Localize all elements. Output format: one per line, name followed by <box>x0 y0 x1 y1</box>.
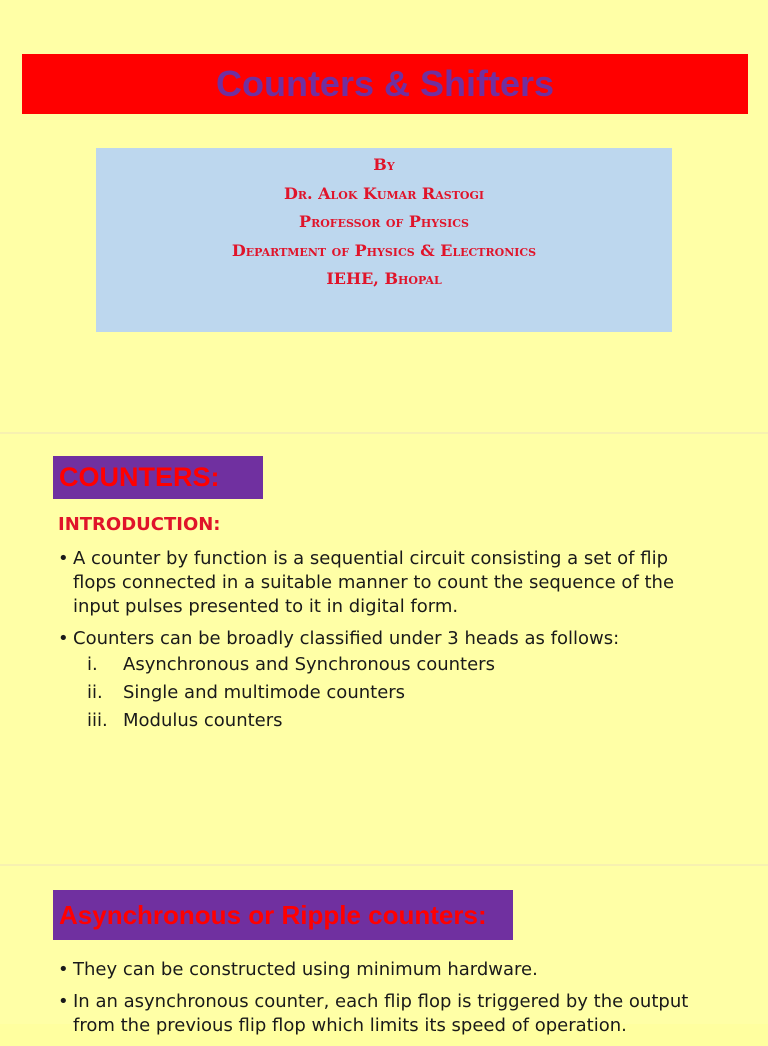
author-position: Professor of Physics <box>299 212 469 231</box>
section-heading <box>53 456 263 499</box>
slide-title: Counters & Shifters <box>215 63 555 104</box>
list-item: • In an asynchronous counter, each flip flop is triggered by the output from the previous flip flop which limits its speed of operation. <box>58 991 689 1036</box>
list-item: • Counters can be broadly classified under 3 heads as follows: i. Asynchronous and Synchronous counters ii. Single and multimode counters iii. Modulus counters <box>58 627 708 733</box>
section-heading <box>53 890 513 940</box>
bullet-icon: • <box>58 548 69 569</box>
sub-list-item: i. Asynchronous and Synchronous counters <box>87 654 495 675</box>
author-box <box>96 148 672 332</box>
bullet-icon: • <box>58 628 69 649</box>
ripple-heading: Asynchronous or Ripple counters: <box>59 899 487 930</box>
title-slide <box>0 0 768 432</box>
counters-slide <box>0 434 768 864</box>
bullet-list <box>58 547 708 741</box>
author-department: Department of Physics & Electronics <box>231 240 537 260</box>
bullet-list <box>58 958 708 1046</box>
sub-list-item: iii. Modulus counters <box>87 710 283 731</box>
sub-list-item: ii. Single and multimode counters <box>87 682 406 703</box>
author-name: Dr. Alok Kumar Rastogi <box>283 183 485 203</box>
bullet-icon: • <box>58 959 69 980</box>
title-banner <box>22 54 748 114</box>
ripple-counters-slide <box>0 866 768 1036</box>
bullet-icon: • <box>58 991 69 1012</box>
author-institution: IEHE, Bhopal <box>326 269 442 288</box>
list-item: • They can be constructed using minimum hardware. <box>58 959 538 980</box>
counters-heading: COUNTERS: <box>59 462 220 492</box>
list-item: • A counter by function is a sequential circuit consisting a set of flip flops connected in a suitable manner to count the sequence of the input pulses presented to it in digital form. <box>58 548 675 617</box>
intro-label: INTRODUCTION: <box>58 514 221 535</box>
sub-list <box>73 653 708 733</box>
author-by: By <box>373 155 395 174</box>
